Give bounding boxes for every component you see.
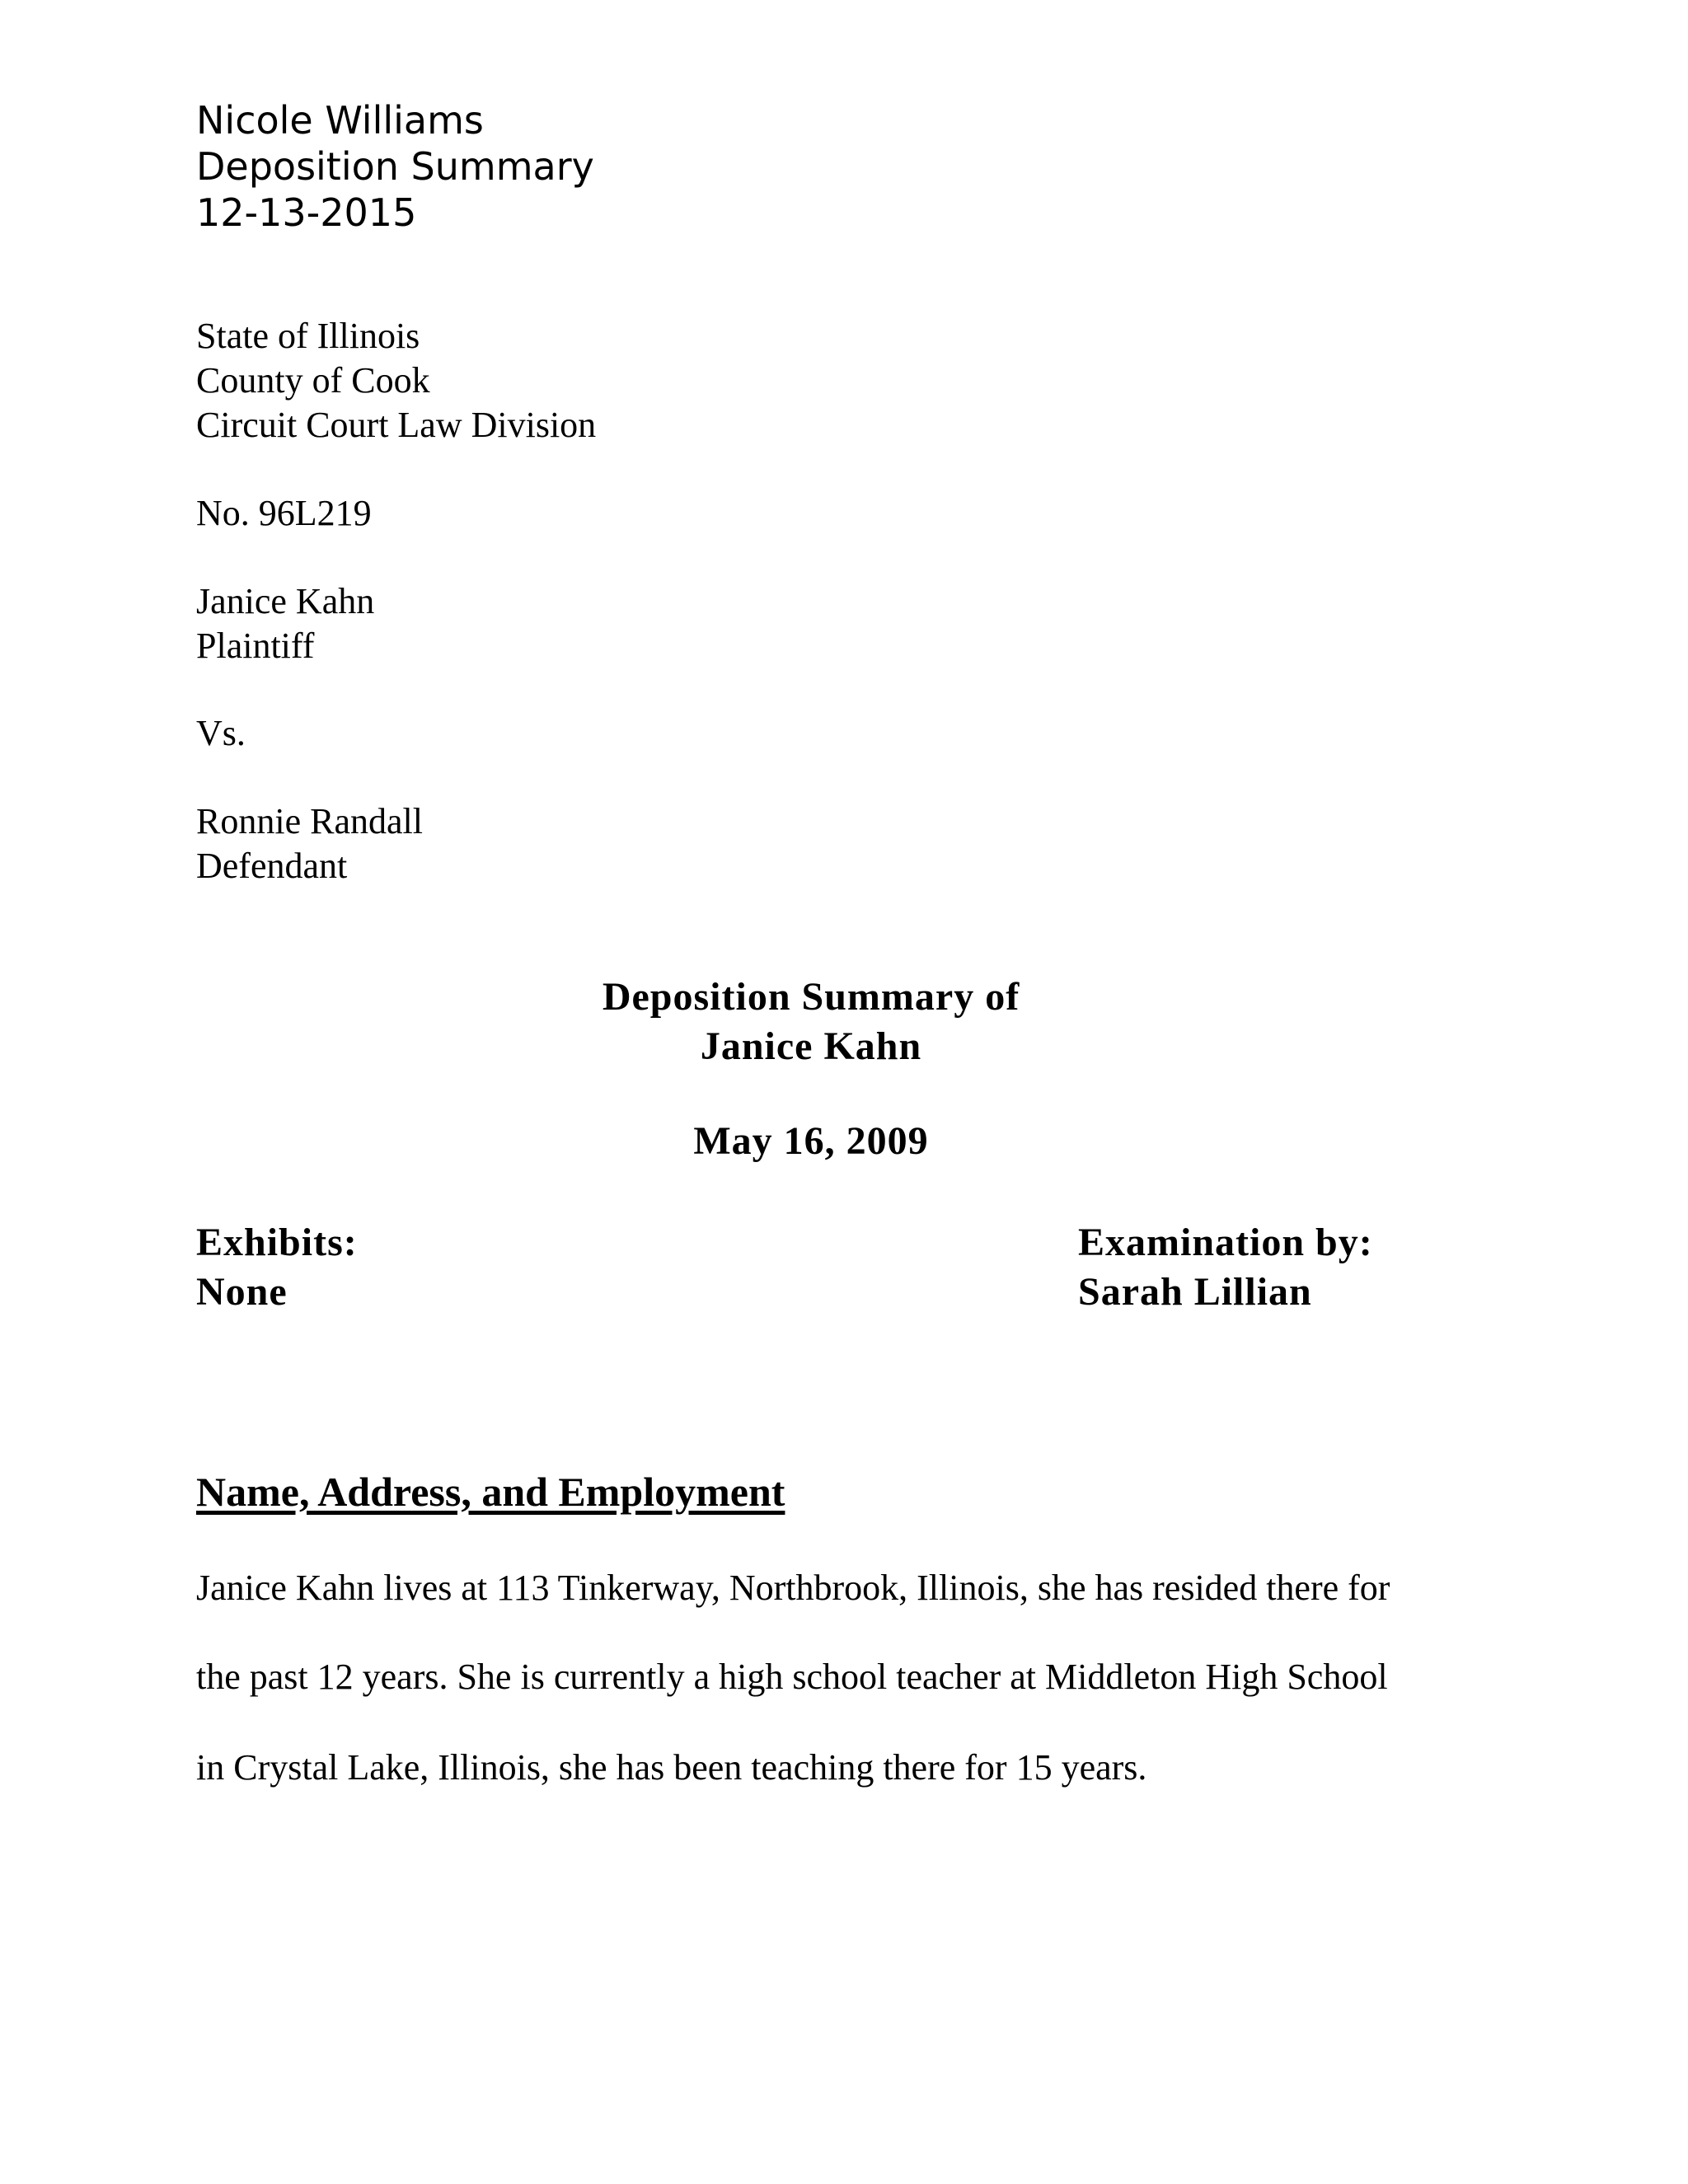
paragraph-line: in Crystal Lake, Illinois, she has been teaching there for 15 years.	[196, 1747, 1147, 1788]
case-number: No. 96L219	[196, 493, 372, 533]
court-county: County of Cook	[196, 360, 430, 401]
paragraph-line: the past 12 years. She is currently a high school teacher at Middleton High School	[196, 1657, 1388, 1697]
defendant-role: Defendant	[196, 846, 348, 886]
versus-label: Vs.	[196, 713, 246, 753]
author-header	[196, 97, 594, 236]
examination-label: Examination by:	[1078, 1221, 1373, 1264]
examination-block	[1078, 1218, 1373, 1317]
exhibits-value: None	[196, 1270, 288, 1314]
deposition-date: May 16, 2009	[693, 1119, 929, 1163]
defendant-name: Ronnie Randall	[196, 801, 423, 841]
court-block	[196, 314, 596, 448]
plaintiff-block	[196, 579, 374, 668]
exhibits-block	[196, 1218, 358, 1317]
exhibits-label: Exhibits:	[196, 1221, 358, 1264]
document-title	[0, 972, 1622, 1071]
paragraph-line: Janice Kahn lives at 113 Tinkerway, Northbrook, Illinois, she has resided there for	[196, 1568, 1390, 1608]
section-heading: Name, Address, and Employment	[196, 1469, 785, 1515]
title-line-1: Deposition Summary of	[602, 975, 1020, 1019]
document-type: Deposition Summary	[196, 144, 594, 189]
examiner-name: Sarah Lillian	[1078, 1270, 1312, 1314]
plaintiff-name: Janice Kahn	[196, 581, 375, 621]
header-date: 12-13-2015	[196, 190, 417, 235]
plaintiff-role: Plaintiff	[196, 626, 315, 666]
court-state: State of Illinois	[196, 316, 420, 356]
defendant-block	[196, 799, 423, 888]
author-name: Nicole Williams	[196, 98, 484, 143]
court-division: Circuit Court Law Division	[196, 405, 597, 445]
title-line-2: Janice Kahn	[700, 1024, 922, 1068]
